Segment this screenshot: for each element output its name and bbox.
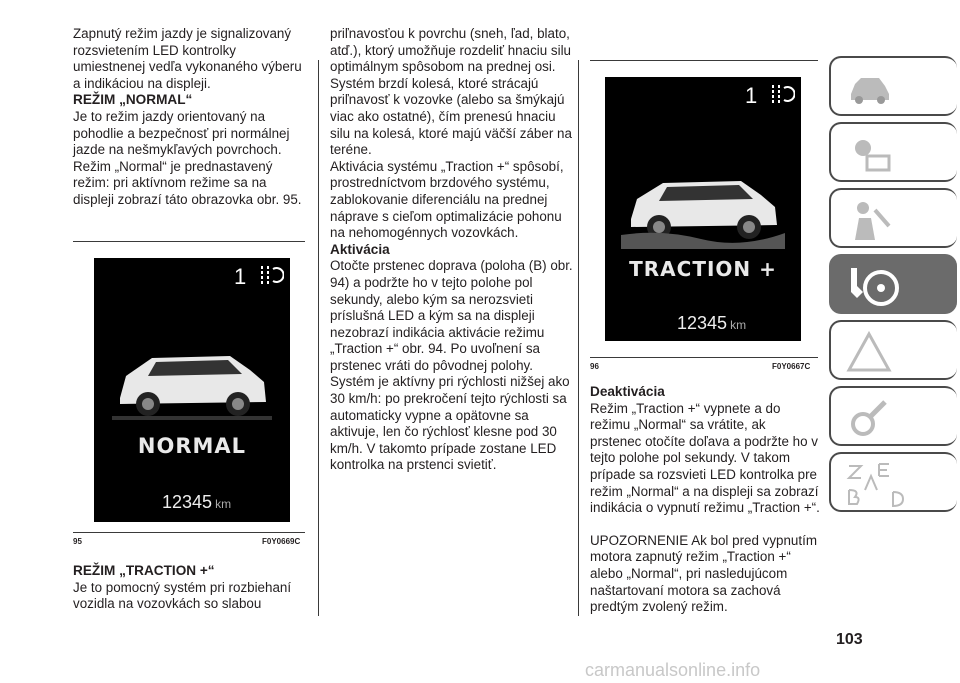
figure-number: 95 xyxy=(73,537,82,546)
heading-deactivation: Deaktivácia xyxy=(590,384,665,399)
gear-indicator: 1 xyxy=(745,83,758,108)
heading-normal-mode: REŽIM „NORMAL“ xyxy=(73,92,193,108)
warning-lights-icon xyxy=(845,130,893,178)
figure-code: F0Y0669C xyxy=(262,537,301,546)
column-separator-2 xyxy=(578,60,579,616)
traction-control-icon xyxy=(256,263,284,291)
mode-label: TRACTION + xyxy=(629,257,777,281)
activation-desc-paragraph: Aktivácia systému „Traction +“ spôsobí, prostredníctvom brzdového systému, zablokovanie diferenciálu na prednej náprave s cieľom optimalizácie pohonu na nehomogénnych vozovkách. xyxy=(330,158,564,241)
tab-index[interactable] xyxy=(829,452,957,512)
heading-traction-mode: REŽIM „TRACTION +“ xyxy=(73,563,215,578)
car-icon xyxy=(845,64,893,112)
caption-rule xyxy=(590,357,818,358)
traction-control-icon xyxy=(767,82,795,110)
figure-code: F0Y0667C xyxy=(772,362,811,371)
tab-maintenance[interactable] xyxy=(829,386,957,446)
odometer xyxy=(677,313,746,334)
display-normal-figure xyxy=(94,258,290,522)
caption-rule xyxy=(73,532,305,533)
deactivation-paragraph: Režim „Traction +“ vypnete a do režimu „Normal“ sa vrátite, ak prstenec otočíte doľava a podržte ho v tejto polohe pol sekundy. V takom prípade sa rozsvieti LED kontrolka pre režim „Normal“ a na displeji sa zobrazí indikácia o vypnutí režimu „Traction +“. xyxy=(590,400,820,516)
odometer-unit: km xyxy=(730,318,747,332)
tab-car[interactable] xyxy=(829,56,957,116)
column-1-bottom xyxy=(73,563,311,613)
column-3 xyxy=(590,384,820,616)
key-steering-wheel-icon xyxy=(845,262,901,310)
column-separator-1 xyxy=(318,60,319,616)
service-wrench-icon xyxy=(845,394,893,442)
odometer-unit: km xyxy=(215,497,232,511)
tab-safety[interactable] xyxy=(829,188,957,248)
heading-activation: Aktivácia xyxy=(330,241,390,257)
safety-airbag-icon xyxy=(845,196,893,244)
column-2 xyxy=(330,26,578,474)
divider xyxy=(73,241,305,242)
odometer-value: 12345 xyxy=(677,313,728,333)
activation-paragraph: Otočte prstenec doprava (poloha (B) obr. 94) a podržte ho v tejto polohe pol sekundy, alebo kým sa nerozsvieti príslušná LED a kým sa na displeji nezobrazí indikácia aktivácie režimu „Traction +“ obr. 94. Po uvoľnení sa prstenec vráti do pôvodnej polohy. Systém je aktívny pri rýchlosti nižšej ako 30 km/h: po prekročení tejto rýchlosti sa automaticky vypne a opätovne sa aktivuje, len čo rýchlosť klesne pod 30 km/h. V takomto prípade zostane LED kontrolka na prstenci svietiť. xyxy=(330,258,573,473)
car-image xyxy=(112,346,272,424)
display-traction-figure xyxy=(605,77,801,341)
braking-paragraph: Systém brzdí kolesá, ktoré strácajú priľnavosť k vozovke (alebo sa šmýkajú viac ako ostatné), čím prenesú hnaciu silu na kolesá, ktoré majú väčší záber na teréne. xyxy=(330,75,572,158)
tab-starting-driving[interactable] xyxy=(829,254,957,314)
emergency-triangle-icon xyxy=(845,328,893,376)
odometer xyxy=(162,492,231,513)
watermark: carmanualsonline.info xyxy=(585,660,761,680)
gear-indicator: 1 xyxy=(234,264,247,289)
odometer-value: 12345 xyxy=(162,492,213,512)
page-number: 103 xyxy=(836,631,863,648)
mode-label: NORMAL xyxy=(137,434,247,458)
traction-desc-paragraph: priľnavosťou k povrchu (sneh, ľad, blato, atď.), ktorý umožňuje rozdeliť hnaciu silu optimálnym spôsobom na prednej osi. xyxy=(330,26,571,75)
figure-number: 96 xyxy=(590,362,599,371)
normal-mode-paragraph: Je to režim jazdy orientovaný na pohodlie a bezpečnosť pri normálnej jazde na nešmykľavých povrchoch. Režim „Normal“ je prednastavený režim: pri aktívnom režime sa na displeji zobrazí táto obrazovka obr. 95. xyxy=(73,108,302,207)
top-rule xyxy=(590,60,818,61)
index-letters-icon xyxy=(845,460,905,510)
tab-warning-lights[interactable] xyxy=(829,122,957,182)
car-image xyxy=(621,169,785,249)
intro-paragraph: Zapnutý režim jazdy je signalizovaný rozsvietením LED kontrolky umiestnenej vedľa vykonaného výberu a indikáciou na displeji. xyxy=(73,26,302,91)
tab-emergency[interactable] xyxy=(829,320,957,380)
traction-intro-paragraph: Je to pomocný systém pri rozbiehaní vozidla na vozovkách so slabou xyxy=(73,579,292,612)
warning-paragraph: UPOZORNENIE Ak bol pred vypnutím motora zapnutý režim „Traction +“ alebo „Normal“, pri nasledujúcom naštartovaní motora sa zachová predtým zvolený režim. xyxy=(590,532,817,615)
column-1 xyxy=(73,26,311,209)
